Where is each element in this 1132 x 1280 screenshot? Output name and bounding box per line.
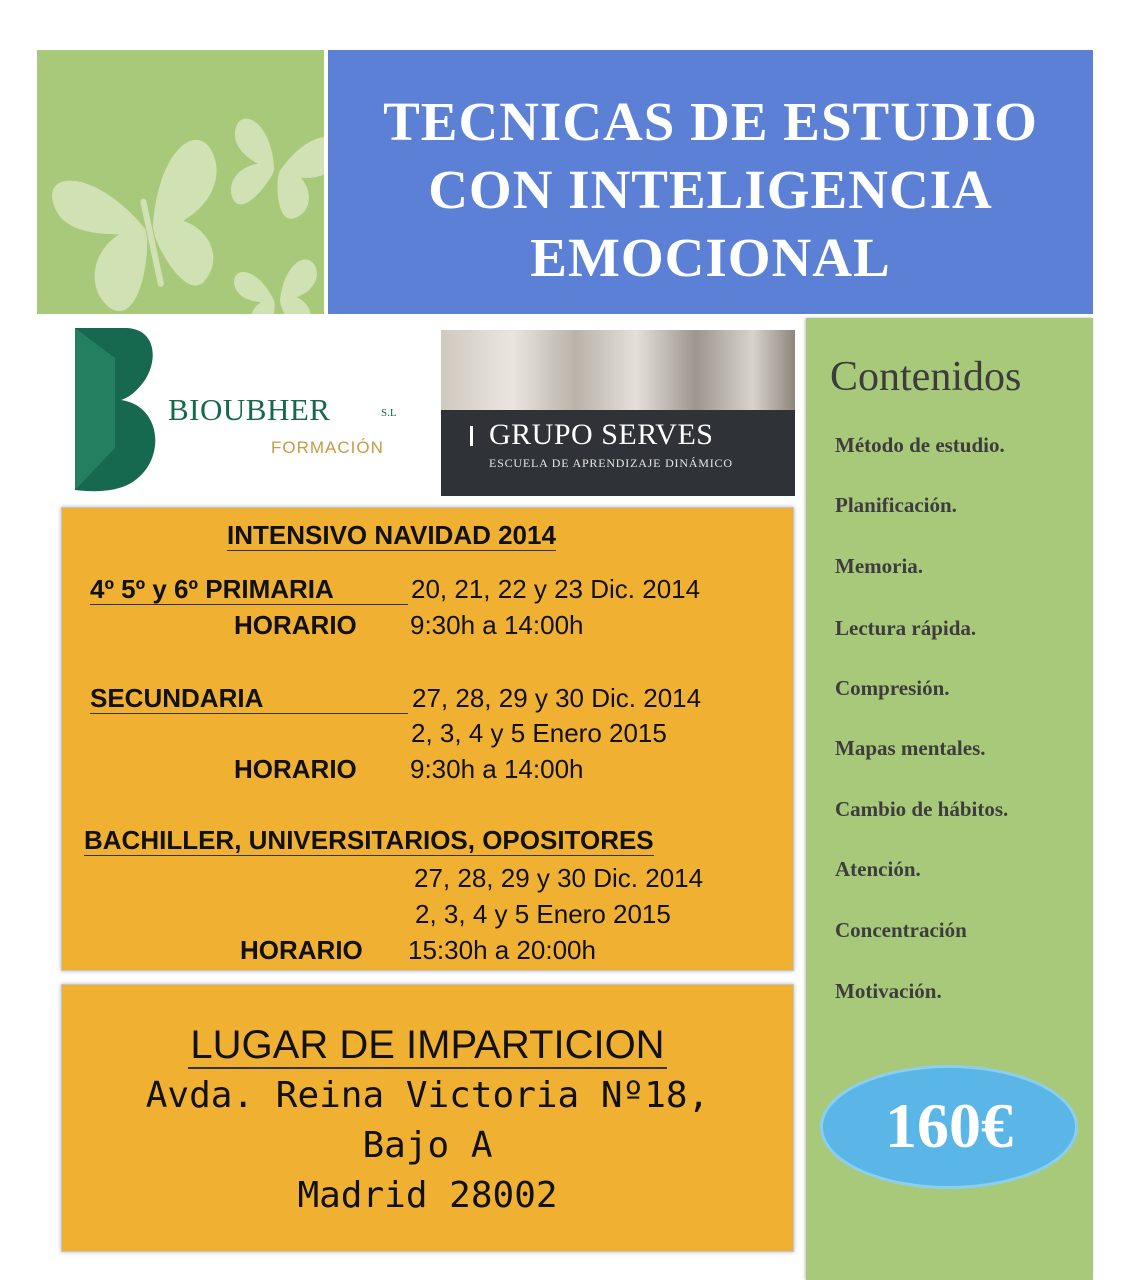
bioubher-suffix: S.L [381,407,397,419]
topic-item: Método de estudio. [835,433,1005,457]
group-name: SECUNDARIA [90,683,408,714]
group-dates: 20, 21, 22 y 23 Dic. 2014 [411,574,701,604]
pen-icon [470,426,473,446]
title-panel [328,50,1093,314]
hours-label: HORARIO [240,935,363,965]
group-dates: 2, 3, 4 y 5 Enero 2015 [415,899,671,929]
topic-item: Compresión. [835,676,950,700]
hours-label: HORARIO [234,754,357,784]
bioubher-name: BIOUBHER [168,392,331,427]
schedule-heading: INTENSIVO NAVIDAD 2014 [227,520,556,550]
topic-item: Motivación. [835,979,942,1003]
butterfly-panel [37,50,324,314]
schedule-box [61,507,794,971]
topic-item: Atención. [835,857,921,881]
location-box [61,984,794,1252]
sidebar-title: Contenidos [830,354,1022,400]
topic-item: Lectura rápida. [835,616,977,640]
bioubher-subtitle: FORMACIÓN [271,438,384,457]
topic-item: Cambio de hábitos. [835,797,1009,821]
hours-label: HORARIO [234,610,357,640]
serves-subtitle: ESCUELA DE APRENDIZAJE DINÁMICO [489,456,733,470]
price-label: 160€ [885,1090,1013,1161]
grupo-serves-logo [441,330,795,496]
group-hours: 15:30h a 20:00h [408,935,596,965]
group-name: 4º 5º y 6º PRIMARIA [90,574,408,605]
topic-item: Mapas mentales. [835,736,986,760]
topic-item: Planificación. [835,493,957,517]
butterfly-icon [37,50,324,314]
group-dates: 27, 28, 29 y 30 Dic. 2014 [412,683,702,713]
location-line: Bajo A [362,1125,493,1166]
group-name: BACHILLER, UNIVERSITARIOS, OPOSITORES [84,825,654,855]
group-dates: 27, 28, 29 y 30 Dic. 2014 [414,863,704,893]
location-title: LUGAR DE IMPARTICION [190,1023,665,1067]
topic-item: Concentración [835,918,967,942]
serves-name: GRUPO SERVES [489,418,714,451]
columns-image [441,330,795,410]
group-hours: 9:30h a 14:00h [410,754,584,784]
page-title: TECNICAS DE ESTUDIO CON INTELIGENCIA EMOCIONAL [383,91,1038,288]
topic-item: Memoria. [835,554,924,578]
location-line: Madrid 28002 [297,1175,558,1216]
group-dates: 2, 3, 4 y 5 Enero 2015 [411,718,667,748]
group-hours: 9:30h a 14:00h [410,610,584,640]
location-line: Avda. Reina Victoria Nº18, [145,1075,710,1116]
